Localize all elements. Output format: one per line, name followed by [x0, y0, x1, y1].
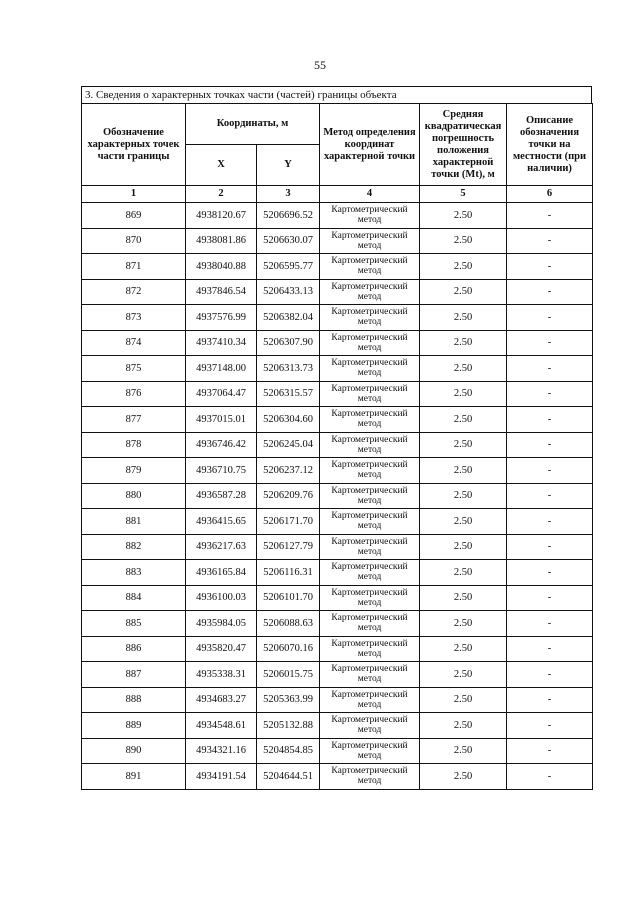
table-row	[82, 305, 593, 331]
method-line-2: метод	[357, 674, 382, 685]
coord-x: 4937064.47	[186, 381, 257, 407]
column-number: 1	[82, 186, 186, 203]
method-line-1: Картометрический	[331, 230, 408, 241]
coord-y: 5206015.75	[257, 662, 320, 688]
column-number-row	[82, 186, 593, 203]
point-description: -	[507, 305, 593, 331]
point-description: -	[507, 203, 593, 229]
point-id: 884	[82, 585, 186, 611]
method-cell	[320, 279, 420, 305]
method-cell	[320, 254, 420, 280]
coord-x: 4936165.84	[186, 560, 257, 586]
method-line-1: Картометрический	[331, 307, 408, 318]
point-description: -	[507, 585, 593, 611]
method-cell	[320, 483, 420, 509]
accuracy-mt: 2.50	[420, 407, 507, 433]
method-line-1: Картометрический	[331, 332, 408, 343]
accuracy-mt: 2.50	[420, 356, 507, 382]
table-row	[82, 458, 593, 484]
point-description: -	[507, 636, 593, 662]
method-line-2: метод	[357, 495, 382, 506]
coord-x: 4938081.86	[186, 228, 257, 254]
accuracy-mt: 2.50	[420, 458, 507, 484]
method-cell	[320, 509, 420, 535]
column-number: 6	[507, 186, 593, 203]
coord-y: 5206433.13	[257, 279, 320, 305]
coord-x: 4936415.65	[186, 509, 257, 535]
method-line-2: метод	[357, 368, 382, 379]
table-row	[82, 432, 593, 458]
table-row	[82, 534, 593, 560]
coord-x: 4936710.75	[186, 458, 257, 484]
method-line-1: Картометрический	[331, 205, 408, 216]
coord-y: 5206315.57	[257, 381, 320, 407]
coord-x: 4937410.34	[186, 330, 257, 356]
point-id: 877	[82, 407, 186, 433]
point-description: -	[507, 764, 593, 790]
method-line-2: метод	[357, 623, 382, 634]
point-id: 871	[82, 254, 186, 280]
method-line-1: Картометрический	[331, 256, 408, 267]
table-row	[82, 203, 593, 229]
table-row	[82, 738, 593, 764]
column-number: 5	[420, 186, 507, 203]
method-line-2: метод	[357, 470, 382, 481]
method-line-2: метод	[357, 291, 382, 302]
header-description: Описание обозначения точки на местности (при наличии)	[507, 104, 593, 186]
coord-x: 4937148.00	[186, 356, 257, 382]
header-designation: Обозначение характерных точек части границы	[82, 104, 186, 186]
coord-y: 5206696.52	[257, 203, 320, 229]
method-cell	[320, 203, 420, 229]
method-cell	[320, 228, 420, 254]
table-row	[82, 764, 593, 790]
method-line-1: Картометрический	[331, 613, 408, 624]
method-line-2: метод	[357, 699, 382, 710]
boundary-points-table	[81, 103, 593, 790]
point-description: -	[507, 483, 593, 509]
method-line-2: метод	[357, 597, 382, 608]
accuracy-mt: 2.50	[420, 228, 507, 254]
coord-x: 4936587.28	[186, 483, 257, 509]
method-line-2: метод	[357, 240, 382, 251]
coord-y: 5206171.70	[257, 509, 320, 535]
coord-y: 5206304.60	[257, 407, 320, 433]
header-method: Метод определения координат характерной точки	[320, 104, 420, 186]
header-x: X	[186, 145, 257, 186]
point-id: 870	[82, 228, 186, 254]
method-line-1: Картометрический	[331, 485, 408, 496]
method-line-1: Картометрический	[331, 511, 408, 522]
point-id: 878	[82, 432, 186, 458]
coord-y: 5206209.76	[257, 483, 320, 509]
table-row	[82, 330, 593, 356]
coord-y: 5204644.51	[257, 764, 320, 790]
point-description: -	[507, 509, 593, 535]
accuracy-mt: 2.50	[420, 585, 507, 611]
accuracy-mt: 2.50	[420, 713, 507, 739]
point-id: 872	[82, 279, 186, 305]
point-id: 885	[82, 611, 186, 637]
accuracy-mt: 2.50	[420, 560, 507, 586]
table-row	[82, 662, 593, 688]
point-description: -	[507, 254, 593, 280]
method-cell	[320, 662, 420, 688]
point-description: -	[507, 560, 593, 586]
point-id: 886	[82, 636, 186, 662]
method-cell	[320, 534, 420, 560]
method-line-2: метод	[357, 419, 382, 430]
point-id: 869	[82, 203, 186, 229]
point-description: -	[507, 407, 593, 433]
accuracy-mt: 2.50	[420, 611, 507, 637]
method-line-2: метод	[357, 572, 382, 583]
method-line-2: метод	[357, 393, 382, 404]
coord-y: 5206088.63	[257, 611, 320, 637]
point-id: 875	[82, 356, 186, 382]
coord-y: 5206245.04	[257, 432, 320, 458]
method-line-1: Картометрический	[331, 536, 408, 547]
point-description: -	[507, 662, 593, 688]
table-row	[82, 356, 593, 382]
table-row	[82, 279, 593, 305]
coord-y: 5205132.88	[257, 713, 320, 739]
coord-y: 5206070.16	[257, 636, 320, 662]
point-id: 876	[82, 381, 186, 407]
table-row	[82, 713, 593, 739]
column-number: 3	[257, 186, 320, 203]
table-row	[82, 687, 593, 713]
point-description: -	[507, 228, 593, 254]
accuracy-mt: 2.50	[420, 381, 507, 407]
point-description: -	[507, 687, 593, 713]
method-cell	[320, 636, 420, 662]
method-line-1: Картометрический	[331, 664, 408, 675]
point-description: -	[507, 458, 593, 484]
method-cell	[320, 738, 420, 764]
page-number: 55	[314, 58, 326, 72]
method-line-2: метод	[357, 546, 382, 557]
point-description: -	[507, 330, 593, 356]
method-cell	[320, 305, 420, 331]
method-line-1: Картометрический	[331, 562, 408, 573]
accuracy-mt: 2.50	[420, 662, 507, 688]
table-row	[82, 509, 593, 535]
coord-x: 4935820.47	[186, 636, 257, 662]
point-id: 873	[82, 305, 186, 331]
table-row	[82, 560, 593, 586]
coord-y: 5206237.12	[257, 458, 320, 484]
method-cell	[320, 432, 420, 458]
point-id: 882	[82, 534, 186, 560]
accuracy-mt: 2.50	[420, 330, 507, 356]
coord-y: 5205363.99	[257, 687, 320, 713]
point-id: 891	[82, 764, 186, 790]
method-line-2: метод	[357, 444, 382, 455]
coord-x: 4938040.88	[186, 254, 257, 280]
coord-y: 5206382.04	[257, 305, 320, 331]
point-description: -	[507, 611, 593, 637]
method-line-1: Картометрический	[331, 281, 408, 292]
table-row	[82, 407, 593, 433]
point-id: 880	[82, 483, 186, 509]
method-line-2: метод	[357, 266, 382, 277]
point-id: 874	[82, 330, 186, 356]
point-description: -	[507, 713, 593, 739]
point-description: -	[507, 279, 593, 305]
method-cell	[320, 407, 420, 433]
point-id: 888	[82, 687, 186, 713]
coord-y: 5206313.73	[257, 356, 320, 382]
point-description: -	[507, 432, 593, 458]
point-id: 890	[82, 738, 186, 764]
method-line-1: Картометрический	[331, 638, 408, 649]
point-id: 883	[82, 560, 186, 586]
accuracy-mt: 2.50	[420, 483, 507, 509]
method-line-1: Картометрический	[331, 434, 408, 445]
method-line-1: Картометрический	[331, 460, 408, 471]
accuracy-mt: 2.50	[420, 636, 507, 662]
header-y: Y	[257, 145, 320, 186]
table-row	[82, 611, 593, 637]
point-description: -	[507, 381, 593, 407]
column-number: 2	[186, 186, 257, 203]
table-row	[82, 381, 593, 407]
point-description: -	[507, 738, 593, 764]
method-line-2: метод	[357, 725, 382, 736]
coord-x: 4938120.67	[186, 203, 257, 229]
coord-x: 4934683.27	[186, 687, 257, 713]
column-number: 4	[320, 186, 420, 203]
point-id: 881	[82, 509, 186, 535]
table-row	[82, 585, 593, 611]
method-cell	[320, 330, 420, 356]
section-title: 3. Сведения о характерных точках части (частей) границы объекта	[81, 86, 592, 103]
coord-y: 5206116.31	[257, 560, 320, 586]
method-line-1: Картометрический	[331, 409, 408, 420]
method-line-2: метод	[357, 317, 382, 328]
point-id: 889	[82, 713, 186, 739]
coord-x: 4936746.42	[186, 432, 257, 458]
method-line-2: метод	[357, 342, 382, 353]
coord-x: 4936217.63	[186, 534, 257, 560]
method-line-1: Картометрический	[331, 689, 408, 700]
point-description: -	[507, 534, 593, 560]
method-line-2: метод	[357, 776, 382, 787]
point-description: -	[507, 356, 593, 382]
method-cell	[320, 713, 420, 739]
coord-x: 4934321.16	[186, 738, 257, 764]
method-line-1: Картометрический	[331, 587, 408, 598]
method-line-2: метод	[357, 521, 382, 532]
method-line-1: Картометрический	[331, 740, 408, 751]
accuracy-mt: 2.50	[420, 509, 507, 535]
accuracy-mt: 2.50	[420, 764, 507, 790]
accuracy-mt: 2.50	[420, 305, 507, 331]
table-row	[82, 483, 593, 509]
method-cell	[320, 687, 420, 713]
point-id: 887	[82, 662, 186, 688]
method-line-1: Картометрический	[331, 715, 408, 726]
header-accuracy: Средняя квадратическая погрешность положения характерной точки (Mt), м	[420, 104, 507, 186]
method-cell	[320, 585, 420, 611]
coord-y: 5206630.07	[257, 228, 320, 254]
accuracy-mt: 2.50	[420, 279, 507, 305]
coord-x: 4936100.03	[186, 585, 257, 611]
coord-x: 4935984.05	[186, 611, 257, 637]
method-cell	[320, 560, 420, 586]
accuracy-mt: 2.50	[420, 254, 507, 280]
method-cell	[320, 458, 420, 484]
method-line-1: Картометрический	[331, 383, 408, 394]
table-row	[82, 254, 593, 280]
coord-y: 5206595.77	[257, 254, 320, 280]
method-line-2: метод	[357, 648, 382, 659]
method-line-2: метод	[357, 750, 382, 761]
coord-y: 5206307.90	[257, 330, 320, 356]
coord-x: 4937846.54	[186, 279, 257, 305]
accuracy-mt: 2.50	[420, 534, 507, 560]
header-coordinates: Координаты, м	[186, 104, 320, 145]
coord-y: 5206101.70	[257, 585, 320, 611]
method-cell	[320, 381, 420, 407]
coord-x: 4937015.01	[186, 407, 257, 433]
point-id: 879	[82, 458, 186, 484]
method-line-2: метод	[357, 215, 382, 226]
method-cell	[320, 356, 420, 382]
method-line-1: Картометрический	[331, 766, 408, 777]
method-cell	[320, 611, 420, 637]
coord-y: 5206127.79	[257, 534, 320, 560]
coord-x: 4934191.54	[186, 764, 257, 790]
accuracy-mt: 2.50	[420, 738, 507, 764]
table-body	[82, 203, 593, 790]
coord-x: 4934548.61	[186, 713, 257, 739]
accuracy-mt: 2.50	[420, 687, 507, 713]
coord-x: 4935338.31	[186, 662, 257, 688]
table-row	[82, 636, 593, 662]
accuracy-mt: 2.50	[420, 203, 507, 229]
table-row	[82, 228, 593, 254]
accuracy-mt: 2.50	[420, 432, 507, 458]
coord-x: 4937576.99	[186, 305, 257, 331]
method-cell	[320, 764, 420, 790]
method-line-1: Картометрический	[331, 358, 408, 369]
coord-y: 5204854.85	[257, 738, 320, 764]
